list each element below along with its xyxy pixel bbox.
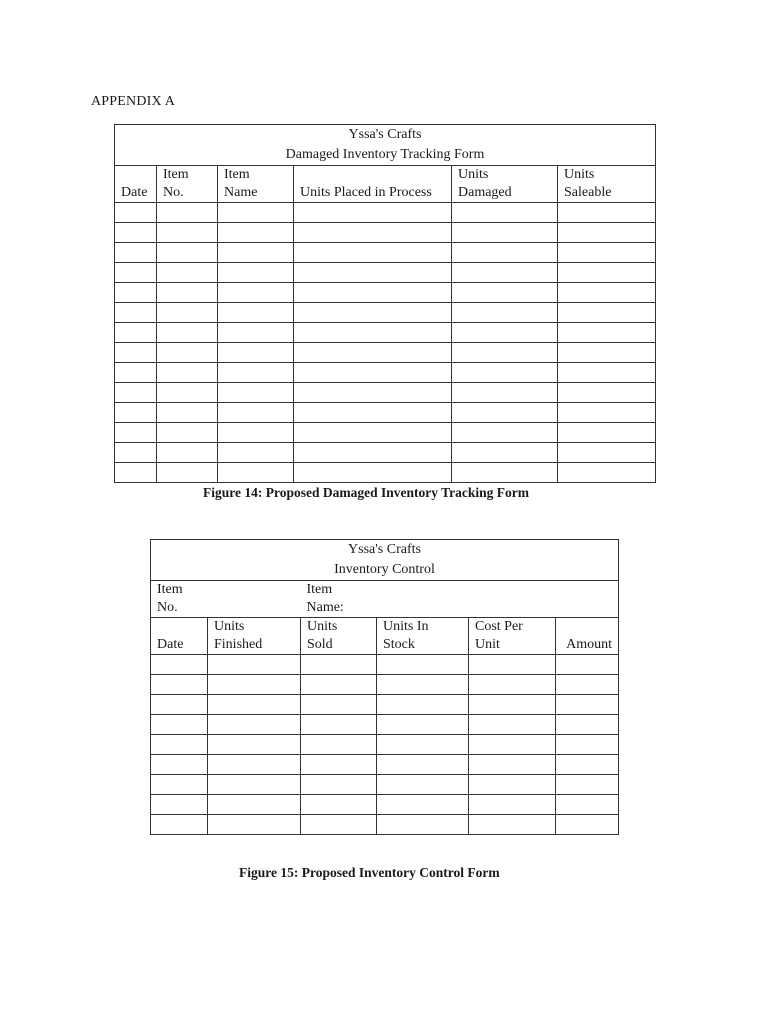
- table-cell[interactable]: [208, 755, 301, 775]
- table-cell[interactable]: [556, 735, 619, 755]
- table-cell[interactable]: [151, 715, 208, 735]
- figure-15-caption: Figure 15: Proposed Inventory Control Form: [239, 865, 500, 880]
- table-cell[interactable]: [556, 775, 619, 795]
- table-cell[interactable]: [377, 695, 469, 715]
- table-cell[interactable]: [157, 203, 218, 223]
- table-cell[interactable]: [157, 223, 218, 243]
- table-cell[interactable]: [151, 655, 208, 675]
- table-cell[interactable]: [294, 463, 452, 483]
- table-cell[interactable]: [208, 695, 301, 715]
- table-cell[interactable]: [115, 203, 157, 223]
- table-cell[interactable]: [294, 243, 452, 263]
- table-cell[interactable]: [151, 815, 208, 835]
- table-row: [151, 815, 619, 835]
- item-info-row: [151, 581, 619, 618]
- table-cell[interactable]: [469, 715, 556, 735]
- column-header-units-sold: Units Sold: [301, 618, 377, 655]
- table-row: [115, 223, 656, 243]
- table-cell[interactable]: [558, 383, 656, 403]
- table-row: [115, 343, 656, 363]
- table-cell[interactable]: [452, 303, 558, 323]
- table-cell[interactable]: [151, 795, 208, 815]
- table-cell[interactable]: [301, 655, 377, 675]
- table-cell[interactable]: [157, 403, 218, 423]
- table-cell[interactable]: [452, 363, 558, 383]
- table-cell[interactable]: [469, 675, 556, 695]
- table-cell[interactable]: [558, 343, 656, 363]
- table-cell[interactable]: [115, 443, 157, 463]
- table-cell[interactable]: [157, 383, 218, 403]
- table-row: [115, 383, 656, 403]
- table-cell[interactable]: [157, 463, 218, 483]
- table-cell[interactable]: [556, 695, 619, 715]
- table-cell[interactable]: [115, 283, 157, 303]
- table-cell[interactable]: [294, 343, 452, 363]
- table-cell[interactable]: [294, 223, 452, 243]
- table-cell[interactable]: [377, 815, 469, 835]
- table-cell[interactable]: [294, 203, 452, 223]
- column-header-units-finished: Units Finished: [208, 618, 301, 655]
- table-cell[interactable]: [294, 323, 452, 343]
- table-cell[interactable]: [556, 715, 619, 735]
- table-cell[interactable]: [301, 795, 377, 815]
- table-cell[interactable]: [294, 303, 452, 323]
- table-cell[interactable]: [218, 383, 294, 403]
- table-row: [151, 695, 619, 715]
- table-cell[interactable]: [115, 383, 157, 403]
- table-cell[interactable]: [469, 695, 556, 715]
- table-row: [115, 403, 656, 423]
- column-header-cost-per-unit: Cost Per Unit: [469, 618, 556, 655]
- table-cell[interactable]: [157, 283, 218, 303]
- table-row: [151, 655, 619, 675]
- table-cell[interactable]: [157, 263, 218, 283]
- table-cell[interactable]: [452, 423, 558, 443]
- table-cell[interactable]: [294, 363, 452, 383]
- column-header-row: [151, 618, 619, 655]
- table-cell[interactable]: [115, 403, 157, 423]
- table-cell[interactable]: [377, 755, 469, 775]
- table-row: [115, 363, 656, 383]
- table-cell[interactable]: [151, 695, 208, 715]
- table-cell[interactable]: [218, 403, 294, 423]
- table-cell[interactable]: [558, 303, 656, 323]
- column-header-amount: Amount: [556, 618, 619, 655]
- table-cell[interactable]: [115, 243, 157, 263]
- form-title: [151, 540, 619, 581]
- table-row: [115, 203, 656, 223]
- table-cell[interactable]: [218, 263, 294, 283]
- table-cell[interactable]: [294, 283, 452, 303]
- table-cell[interactable]: [157, 363, 218, 383]
- table-cell[interactable]: [157, 343, 218, 363]
- table-cell[interactable]: [115, 463, 157, 483]
- column-header-units-damaged: Units Damaged: [452, 166, 558, 203]
- table-cell[interactable]: [469, 755, 556, 775]
- table-cell[interactable]: [115, 363, 157, 383]
- table-cell[interactable]: [558, 283, 656, 303]
- table-cell[interactable]: [301, 735, 377, 755]
- damaged-inventory-form-table: [114, 124, 656, 483]
- table-cell[interactable]: [452, 243, 558, 263]
- table-cell[interactable]: [294, 443, 452, 463]
- table-cell[interactable]: [151, 755, 208, 775]
- table-cell[interactable]: [558, 423, 656, 443]
- form-name: Inventory Control: [334, 562, 435, 577]
- table-cell[interactable]: [452, 383, 558, 403]
- form-title: [115, 125, 656, 166]
- table-cell[interactable]: [301, 715, 377, 735]
- table-cell[interactable]: [301, 675, 377, 695]
- table-cell[interactable]: [469, 795, 556, 815]
- table-cell[interactable]: [556, 755, 619, 775]
- column-header-item-no: Item No.: [157, 166, 218, 203]
- table-cell[interactable]: [218, 443, 294, 463]
- table-cell[interactable]: [151, 775, 208, 795]
- table-cell[interactable]: [115, 303, 157, 323]
- table-cell[interactable]: [377, 715, 469, 735]
- table-cell[interactable]: [115, 343, 157, 363]
- table-row: [151, 735, 619, 755]
- table-cell[interactable]: [452, 263, 558, 283]
- table-cell[interactable]: [218, 423, 294, 443]
- table-cell[interactable]: [218, 303, 294, 323]
- table-cell[interactable]: [558, 363, 656, 383]
- table-cell[interactable]: [218, 463, 294, 483]
- table-cell[interactable]: [294, 383, 452, 403]
- table-cell[interactable]: [452, 223, 558, 243]
- table-row: [115, 463, 656, 483]
- table-cell[interactable]: [558, 223, 656, 243]
- table-cell[interactable]: [558, 463, 656, 483]
- column-header-units-saleable: Units Saleable: [558, 166, 656, 203]
- table-cell[interactable]: [377, 675, 469, 695]
- table-cell[interactable]: [452, 283, 558, 303]
- item-name-field[interactable]: Item Name:: [301, 581, 619, 618]
- table-cell[interactable]: [558, 323, 656, 343]
- table-cell[interactable]: [218, 343, 294, 363]
- inventory-control-form-table: [150, 539, 619, 835]
- table-cell[interactable]: [556, 795, 619, 815]
- company-name: Yssa's Crafts: [348, 542, 421, 557]
- company-name: Yssa's Crafts: [348, 127, 422, 142]
- table-cell[interactable]: [157, 243, 218, 263]
- table-cell[interactable]: [218, 203, 294, 223]
- figure-14-caption: Figure 14: Proposed Damaged Inventory Tracking Form: [203, 485, 529, 500]
- table-row: [115, 303, 656, 323]
- table-cell[interactable]: [377, 655, 469, 675]
- table-cell[interactable]: [469, 735, 556, 755]
- table-row: [115, 243, 656, 263]
- table-cell[interactable]: [558, 403, 656, 423]
- table-cell[interactable]: [115, 263, 157, 283]
- table-cell[interactable]: [452, 323, 558, 343]
- table-cell[interactable]: [157, 443, 218, 463]
- table-cell[interactable]: [556, 655, 619, 675]
- table-cell[interactable]: [218, 223, 294, 243]
- table-row: [151, 675, 619, 695]
- table-cell[interactable]: [301, 815, 377, 835]
- table-cell[interactable]: [301, 755, 377, 775]
- table-cell[interactable]: [294, 423, 452, 443]
- table-row: [151, 775, 619, 795]
- column-header-units-placed: Units Placed in Process: [294, 166, 452, 203]
- table-cell[interactable]: [208, 735, 301, 755]
- table-row: [151, 795, 619, 815]
- table-cell[interactable]: [157, 323, 218, 343]
- table-cell[interactable]: [115, 323, 157, 343]
- table-cell[interactable]: [151, 675, 208, 695]
- table-cell[interactable]: [157, 303, 218, 323]
- table-cell[interactable]: [469, 775, 556, 795]
- table-row: [115, 323, 656, 343]
- table-cell[interactable]: [208, 675, 301, 695]
- item-no-field[interactable]: Item No.: [151, 581, 301, 618]
- table-cell[interactable]: [208, 815, 301, 835]
- table-cell[interactable]: [301, 775, 377, 795]
- table-cell[interactable]: [115, 223, 157, 243]
- table-cell[interactable]: [452, 443, 558, 463]
- table-cell[interactable]: [469, 815, 556, 835]
- table-cell[interactable]: [558, 263, 656, 283]
- table-cell[interactable]: [377, 775, 469, 795]
- table-cell[interactable]: [556, 675, 619, 695]
- table-row: [115, 443, 656, 463]
- table-cell[interactable]: [218, 243, 294, 263]
- table-cell[interactable]: [558, 243, 656, 263]
- column-header-item-name: Item Name: [218, 166, 294, 203]
- table-row: [115, 283, 656, 303]
- table-cell[interactable]: [377, 735, 469, 755]
- table-cell[interactable]: [208, 775, 301, 795]
- table-cell[interactable]: [556, 815, 619, 835]
- table-row: [115, 263, 656, 283]
- table-row: [151, 715, 619, 735]
- table-cell[interactable]: [208, 795, 301, 815]
- table-cell[interactable]: [558, 203, 656, 223]
- table-cell[interactable]: [218, 323, 294, 343]
- table-cell[interactable]: [558, 443, 656, 463]
- table-cell[interactable]: [452, 463, 558, 483]
- table-cell[interactable]: [452, 203, 558, 223]
- table-cell[interactable]: [452, 403, 558, 423]
- table-row: [115, 423, 656, 443]
- appendix-label: APPENDIX A: [91, 94, 176, 109]
- table-cell[interactable]: [151, 735, 208, 755]
- table-cell[interactable]: [377, 795, 469, 815]
- table-cell[interactable]: [218, 283, 294, 303]
- table-cell[interactable]: [157, 423, 218, 443]
- column-header-date: Date: [151, 618, 208, 655]
- table-cell[interactable]: [294, 263, 452, 283]
- column-header-date: Date: [115, 166, 157, 203]
- column-header-row: [115, 166, 656, 203]
- table-cell[interactable]: [294, 403, 452, 423]
- table-cell[interactable]: [218, 363, 294, 383]
- table-row: [151, 755, 619, 775]
- table-cell[interactable]: [469, 655, 556, 675]
- table-cell[interactable]: [115, 423, 157, 443]
- column-header-units-in-stock: Units In Stock: [377, 618, 469, 655]
- table-cell[interactable]: [452, 343, 558, 363]
- table-cell[interactable]: [301, 695, 377, 715]
- table-cell[interactable]: [208, 715, 301, 735]
- form-name: Damaged Inventory Tracking Form: [285, 147, 485, 162]
- table-cell[interactable]: [208, 655, 301, 675]
